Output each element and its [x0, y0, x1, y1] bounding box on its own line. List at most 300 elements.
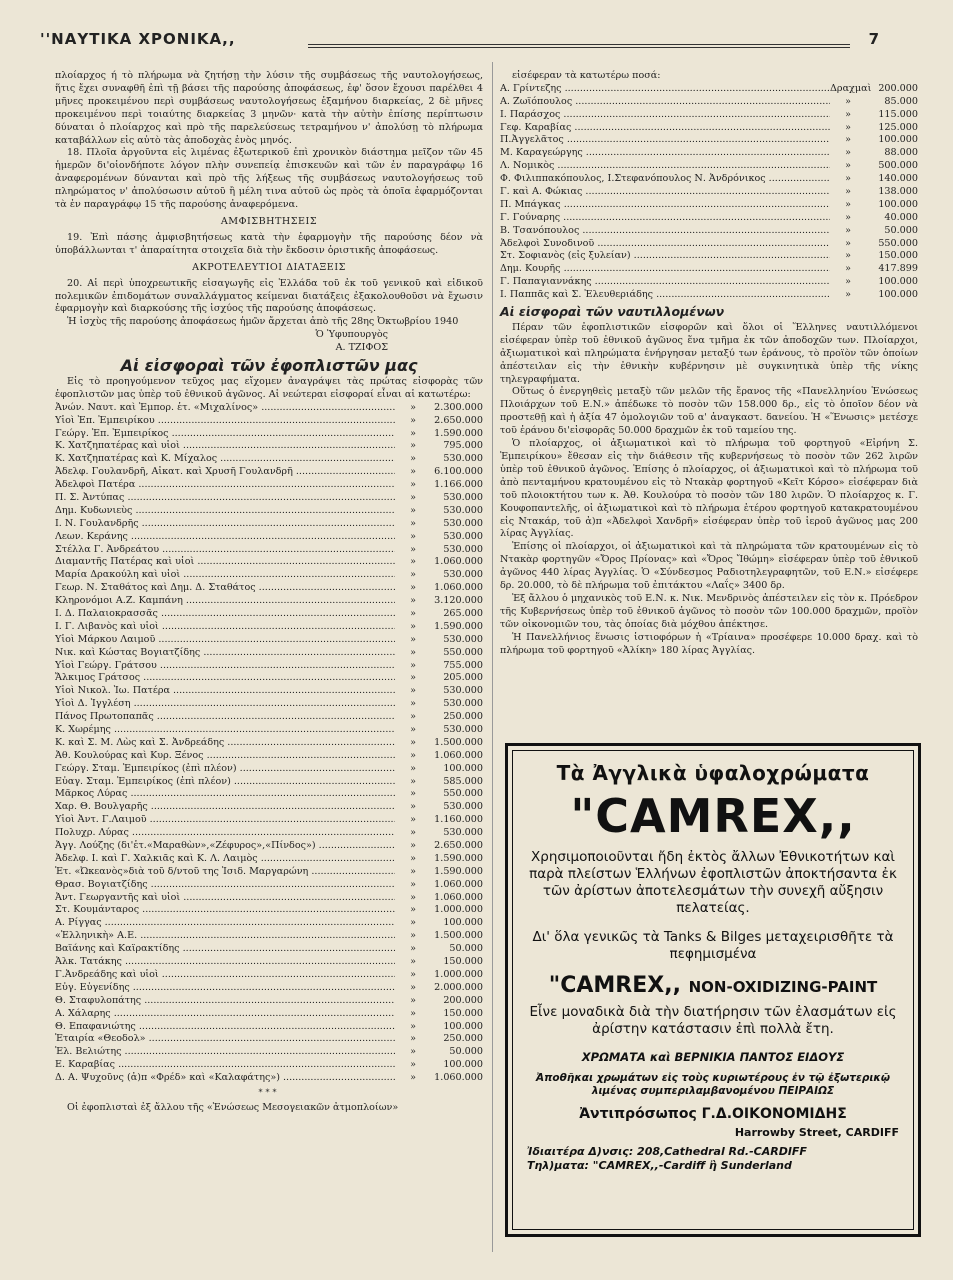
- contribution-amount: 6.100.000: [434, 466, 483, 478]
- contribution-row: [55, 904, 483, 917]
- contributor-name: Διαμαντῆς Πατέρας καὶ υἱοὶ .....: [55, 556, 395, 569]
- currency-mark: »: [410, 543, 416, 555]
- ad-inner-frame: [512, 750, 914, 1230]
- contribution-row: [55, 750, 483, 763]
- contributor-name: Πάνος Πρωτοπαπᾶς .....: [55, 711, 395, 724]
- contribution-row: [55, 892, 483, 905]
- contribution-amount: 530.000: [443, 801, 483, 813]
- ad-text-1: Χρησιμοποιοῦνται ἤδη ἐκτὸς ἄλλων Ἐθνικοτήτων καὶ παρὰ πλείστων Ἑλλήνων ἐφοπλιστῶν ἀποκτήσαντα ἐκ τῶν ἀρίστων ἀποτελεσμάτων τὴν συνεχῆ αὔξησιν πελατείας.: [529, 849, 897, 916]
- currency-mark: »: [410, 904, 416, 916]
- currency-mark: »: [845, 211, 851, 223]
- contribution-row: [55, 415, 483, 428]
- contributor-name: Ἀνών. Ναυτ. καὶ Ἐμπορ. ἑτ. «Μιχαλίνος» .....: [55, 402, 395, 415]
- contribution-amount: 2.650.000: [434, 414, 483, 426]
- masthead: [40, 30, 880, 54]
- contribution-row: [500, 122, 918, 135]
- contribution-amount: 1.060.000: [434, 878, 483, 890]
- ad-brand-2: [513, 973, 913, 998]
- currency-mark: »: [410, 1059, 416, 1071]
- contribution-amount: 2.300.000: [434, 401, 483, 413]
- contribution-row: [55, 814, 483, 827]
- contributor-name: «Ἑλληνικὴ» Α.Ε. .....: [55, 930, 395, 943]
- seamen-paragraph-3: Ὁ πλοίαρχος, οἱ ἀξιωματικοὶ καὶ τὸ πλήρωμα τοῦ φορτηγοῦ «Εἰρήνη Σ. Ἐμπειρίκου» ἔθεσαν εἰς τὴν διάθεσιν τῆς κυβερνήσεως τὸ ποσὸν τῶν 262 λιρῶν ὑπὲρ τοῦ ἐθνικοῦ ἀγῶνος. Ἐπίσης ὁ πλοίαρχος, οἱ ἀξιωματικοὶ καὶ τὸ πλήρωμα τοῦ ἀπὸ πενταμήνου κρατουμένου εἰς τὸ Ντακὰρ φορτηγοῦ «Κεῖτ Κόρσο» εἰσέφεραν διὰ τοῦ πλοιοκτήτου των κ. Ἀθ. Κουλούρα τὸ ποσὸν τῶν 180 λιρῶν. Ὁ πλοίαρχος κ. Γ. Κουφοπαντελῆς, οἱ ἀξιωματικοὶ καὶ τὸ πλήρωμα ἑτέρου φορτηγοῦ κατακρατουμένου εἰς Ντακάρ, τοῦ ἀ)π «Ἀδελφοὶ Χανδρῆ» εἰσέφεραν ὑπὲρ τοῦ ἱεροῦ ἀγῶνος μας 200 λίρας Ἀγγλίας.: [500, 438, 918, 540]
- currency-mark: »: [410, 595, 416, 607]
- contribution-row: [55, 840, 483, 853]
- contribution-row: [55, 866, 483, 879]
- contributor-name: Ι. Ν. Γουλανδρῆς .....: [55, 518, 395, 531]
- currency-mark: »: [410, 685, 416, 697]
- right-intro-line: εἰσέφεραν τὰ κατωτέρω ποσά:: [512, 70, 661, 81]
- currency-mark: »: [845, 224, 851, 236]
- contribution-amount: 530.000: [443, 685, 483, 697]
- currency-mark: »: [410, 762, 416, 774]
- contributor-name: Κληρονόμοι Α.Ζ. Καμπάνη .....: [55, 595, 395, 608]
- contributor-name: Ἀθ. Κουλούρας καὶ Κυρ. Ξένος .....: [55, 750, 395, 763]
- contribution-amount: 50.000: [449, 943, 483, 955]
- currency-mark: »: [410, 479, 416, 491]
- contribution-row: [55, 647, 483, 660]
- contribution-row: [55, 518, 483, 531]
- contribution-row: [500, 147, 918, 160]
- contribution-amount: 1.590.000: [434, 852, 483, 864]
- contribution-row: [55, 1021, 483, 1034]
- currency-mark: »: [410, 801, 416, 813]
- currency-mark: »: [845, 173, 851, 185]
- contribution-row: [500, 212, 918, 225]
- contribution-row: [500, 186, 918, 199]
- currency-mark: Δραχμαὶ: [830, 82, 872, 94]
- contributor-name: Θ. Σταφυλοπάτης .....: [55, 995, 395, 1008]
- contribution-amount: 1.590.000: [434, 427, 483, 439]
- currency-mark: »: [845, 147, 851, 159]
- contribution-amount: 100.000: [443, 762, 483, 774]
- currency-mark: »: [410, 453, 416, 465]
- contribution-amount: 1.060.000: [434, 749, 483, 761]
- contribution-row: [500, 83, 918, 96]
- contributor-name: Γεφ. Καραβίας .....: [500, 122, 830, 135]
- right-column: [500, 70, 918, 658]
- paragraph-validity: Ἡ ἰσχὺς τῆς παρούσης ἀποφάσεως ἡμῶν ἄρχεται ἀπὸ τῆς 28ης Ὀκτωβρίου 1940: [67, 316, 459, 328]
- heading-final-provisions: ΑΚΡΟΤΕΛΕΥΤΙΟΙ ΔΙΑΤΑΞΕΙΣ: [192, 261, 346, 273]
- contribution-row: [55, 1059, 483, 1072]
- contributor-name: Γ. Παπαγιαννάκης .....: [500, 276, 830, 289]
- contribution-amount: 100.000: [878, 289, 918, 301]
- contributor-name: Γεωρ. Ν. Σταθάτος καὶ Δημ. Δ. Σταθάτος .....: [55, 582, 395, 595]
- contribution-amount: 40.000: [884, 211, 918, 223]
- contributor-name: Κ. Χατζηπατέρας καὶ Κ. Μίχαλος .....: [55, 453, 395, 466]
- camrex-advertisement: [505, 743, 921, 1237]
- contributor-name: Α. Γρίντεζης .....: [500, 83, 830, 96]
- contributor-name: Ἑταιρία «Θεοδολ» .....: [55, 1033, 395, 1046]
- intro-paragraph: πλοίαρχος ή τὸ πλήρωμα νὰ ζητήσῃ τὴν λύσιν τῆς συμβάσεως τῆς ναυτολογήσεως, ἥτις ἔχει συναφθῆ ἐπὶ τῇ βάσει τῆς παρούσης ἀποφάσεως, ἐφ' ὅσον ἔχουσι παρέλθει 4 μῆνες προκειμένου περὶ συμβάσεως ναυτολογήσεως ἑξαμήνου διαρκείας, 2 δὲ μῆνες προκειμένου περὶ τοιαύτης διαρκείας 3 μηνῶν· κατὰ τὴν αὐτὴν ἐπίσης περίπτωσιν δύναται ὁ πλοίαρχος καὶ πρὸ τῆς παρελεύσεως τετραμήνου ν' ἀπολύσῃ τὸ πλήρωμα καταβάλλων εἰς αὐτὸ τὰς ἀποδοχὰς ἑνὸς μηνός.: [55, 70, 483, 146]
- contribution-amount: 417.899: [878, 263, 918, 275]
- contributor-name: Γ. Γούναρης .....: [500, 212, 830, 225]
- contribution-row: [500, 250, 918, 263]
- currency-mark: »: [410, 865, 416, 877]
- contributor-name: Βαϊάνης καὶ Καϊρακτίδης .....: [55, 943, 395, 956]
- contribution-amount: 115.000: [878, 108, 918, 120]
- contribution-row: [55, 982, 483, 995]
- contribution-row: [55, 466, 483, 479]
- currency-mark: »: [410, 569, 416, 581]
- currency-mark: »: [410, 646, 416, 658]
- contributor-name: Εὐγ. Εὐγενίδης .....: [55, 982, 395, 995]
- contribution-amount: 500.000: [878, 160, 918, 172]
- currency-mark: »: [410, 414, 416, 426]
- seamen-paragraph-4: Ἐπίσης οἱ πλοίαρχοι, οἱ ἀξιωματικοὶ καὶ τὰ πληρώματα τῶν κρατουμένων εἰς τὸ Ντακὰρ φορτηγῶν «Ὄρος Πρίονας» καὶ «Ὄρος Ἴθώμη» εἰσέφεραν ὑπὲρ τοῦ ἐθνικοῦ ἀγῶνος 440 λίρας Ἀγγλίας. Ὁ «Σύνδεσμος Ραδιοτηλεγραφητῶν, τοῦ Ε.Ν.» εἰσέφερε δρ. 20.000, τὸ δὲ πλήρωμα τοῦ ἐπιτάκτου «Λαΐς» 3400 δρ.: [500, 541, 918, 592]
- contribution-row: [55, 440, 483, 453]
- contributor-name: Θ. Επαφανιώτης .....: [55, 1021, 395, 1034]
- contribution-row: [55, 556, 483, 569]
- contribution-row: [55, 943, 483, 956]
- currency-mark: »: [410, 504, 416, 516]
- masthead-rule: [308, 44, 850, 48]
- contribution-amount: 250.000: [443, 711, 483, 723]
- contributor-name: Μ. Καραγεώργης .....: [500, 147, 830, 160]
- contribution-row: [55, 685, 483, 698]
- contributor-name: Ἀδελφ. Γουλανδρῆ, Αἰκατ. καὶ Χρυσῆ Γουλανδρῆ .....: [55, 466, 395, 479]
- contribution-row: [500, 160, 918, 173]
- contribution-amount: 530.000: [443, 504, 483, 516]
- contribution-row: [55, 634, 483, 647]
- contributor-name: Υἱοὶ Γεώργ. Γράτσου .....: [55, 660, 395, 673]
- section-stars: ***: [258, 1087, 280, 1097]
- currency-mark: »: [410, 775, 416, 787]
- contribution-amount: 530.000: [443, 543, 483, 555]
- contributor-name: Εὐαγ. Σταμ. Ἐμπειρίκος (ἐπὶ πλέον) .....: [55, 776, 395, 789]
- seamen-paragraph-5: Ἐξ ἄλλου ὁ μηχανικὸς τοῦ Ε.Ν. κ. Νικ. Μενδρινὸς ἀπέστειλεν εἰς τὸν κ. Πρόεδρον τῆς Κυβερνήσεως ὑπὲρ τοῦ ἐθνικοῦ ἀγῶνος τὸ ποσὸν τῶν 100.000 δραχμῶν, προϊὸν τῶν οἰκονομιῶν του, τὰς ὁποίας διὰ μόχθου ἀπέκτησε.: [500, 592, 918, 630]
- contributor-name: Ι. Παράσχος .....: [500, 109, 830, 122]
- contribution-amount: 1.060.000: [434, 582, 483, 594]
- ad-brand: "CAMREX,,: [570, 789, 856, 843]
- currency-mark: »: [410, 1046, 416, 1058]
- currency-mark: »: [410, 466, 416, 478]
- contributor-name: Στ. Σοφιανὸς (εἰς ξυλείαν) .....: [500, 250, 830, 263]
- ad-representative: Ἀντιπρόσωπος Γ.Δ.ΟΙΚΟΝΟΜΙΔΗΣ: [579, 1106, 847, 1122]
- paragraph-20: 20. Αἱ περὶ ὑποχρεωτικῆς εἰσαγωγῆς εἰς Ἑλλάδα τοῦ ἐκ τοῦ γενικοῦ καὶ εἰδικοῦ πολεμικῶν ἐπιδομάτων συναλλάγματος κείμεναι διατάξεις ἐξακολουθοῦσι νὰ ἔχωσιν ἐφαρμογὴν καὶ διαρκούσης τῆς ἰσχύος τῆς παρούσης ἀποφάσεως.: [55, 277, 483, 315]
- contribution-amount: 88.000: [884, 147, 918, 159]
- contribution-row: [500, 263, 918, 276]
- currency-mark: »: [845, 134, 851, 146]
- contributor-name: Κ. Χωρέμης .....: [55, 724, 395, 737]
- currency-mark: »: [410, 582, 416, 594]
- contribution-amount: 1.060.000: [434, 1072, 483, 1084]
- contribution-amount: 250.000: [443, 1033, 483, 1045]
- currency-mark: »: [410, 401, 416, 413]
- masthead-title: ''ΝΑΥΤΙΚΑ ΧΡΟΝΙΚΑ,,: [40, 30, 236, 48]
- contributor-name: Ἀγγ. Λούζης (δι'ἑτ.«Μαραθὼν»,«Ζέφυρος»,«Πίνδος») .....: [55, 840, 395, 853]
- contributor-name: Φ. Φιλιππακόπουλος, Ι.Στεφανόπουλος Ν. Ἀνδρόνικος .....: [500, 173, 830, 186]
- contributor-name: Γεώργ. Σταμ. Ἐμπειρίκος (ἐπὶ πλέον) .....: [55, 763, 395, 776]
- currency-mark: »: [845, 95, 851, 107]
- contribution-amount: 795.000: [443, 440, 483, 452]
- contributor-name: Π.Ἀγγελᾶτος .....: [500, 134, 830, 147]
- contributor-name: Υἱοὶ Ἐπ. Ἐμπειρίκου .....: [55, 415, 395, 428]
- contributor-name: Γ. καὶ Α. Φώκιας .....: [500, 186, 830, 199]
- contribution-amount: 2.650.000: [434, 840, 483, 852]
- contribution-row: [55, 930, 483, 943]
- currency-mark: »: [845, 108, 851, 120]
- contribution-amount: 530.000: [443, 491, 483, 503]
- contributor-name: Λ. Νομικὸς .....: [500, 160, 830, 173]
- contribution-row: [55, 453, 483, 466]
- contribution-amount: 530.000: [443, 633, 483, 645]
- currency-mark: »: [410, 891, 416, 903]
- contributor-name: Π. Μπάγκας .....: [500, 199, 830, 212]
- heading-disputes: ΑΜΦΙΣΒΗΤΗΣΕΙΣ: [220, 215, 318, 227]
- seamen-paragraph-2: Οὕτως ὁ ἐνεργηθεὶς μεταξὺ τῶν μελῶν τῆς ἔρανος τῆς «Πανελληνίου Ἑνώσεως Πλοιάρχων τοῦ Ε.Ν.» ἀπέδωκε τὸ ποσὸν τῶν 158.000 δρ., εἰς τὸ ὁποῖον δέον νὰ προστεθῇ καὶ ἡ ἀξία 47 ὁμολογιῶν τοῦ α' ἀναγκαστ. δανείου. Ἡ «Ἕνωσις» μετέσχε τοῦ ἐράνου δι'εἰσφορᾶς 50.000 δραχμῶν ἐκ τοῦ ταμείου της.: [500, 386, 918, 437]
- contribution-amount: 100.000: [443, 1020, 483, 1032]
- contribution-row: [55, 917, 483, 930]
- contributor-name: Ἄλκιμος Γράτσος .....: [55, 672, 395, 685]
- contribution-amount: 530.000: [443, 453, 483, 465]
- contribution-amount: 585.000: [443, 775, 483, 787]
- contribution-row: [500, 199, 918, 212]
- currency-mark: »: [410, 556, 416, 568]
- contribution-row: [55, 995, 483, 1008]
- currency-mark: »: [410, 736, 416, 748]
- contribution-row: [55, 1046, 483, 1059]
- contribution-amount: 1.000.000: [434, 968, 483, 980]
- ad-brand-2-suffix: NON-OXIDIZING-PAINT: [688, 978, 878, 996]
- currency-mark: »: [410, 724, 416, 736]
- contribution-amount: 530.000: [443, 698, 483, 710]
- contributor-name: Μᾶρκος Λύρας .....: [55, 788, 395, 801]
- contributor-name: Ι. Δ. Παλαιοκρασσᾶς .....: [55, 608, 395, 621]
- contributor-name: Ε. Καραβίας .....: [55, 1059, 395, 1072]
- contribution-amount: 150.000: [443, 1007, 483, 1019]
- currency-mark: »: [410, 659, 416, 671]
- contributor-name: Πολυχρ. Λύρας .....: [55, 827, 395, 840]
- contribution-amount: 100.000: [878, 276, 918, 288]
- contribution-row: [55, 479, 483, 492]
- contributor-name: Ἀδελφοὶ Πατέρα .....: [55, 479, 395, 492]
- currency-mark: »: [410, 633, 416, 645]
- seamen-paragraph-1: Πέραν τῶν ἐφοπλιστικῶν εἰσφορῶν καὶ ὅλοι οἱ Ἕλληνες ναυτιλλόμενοι εἰσέφεραν ὑπὲρ τοῦ ἐθνικοῦ ἀγῶνος ἕνα τμῆμα ἐκ τῶν ἀποδοχῶν των. Πλοίαρχοι, ἀξιωματικοὶ καὶ πληρώματα ἐνήργησαν μεταξύ των ἐράνους, τὸ προϊὸν τῶν ὁποίων ἀπέστειλαν εἰς τὴν ἐθνικὴν κυβέρνησιν μὲ συγκινητικὰ ὑπὲρ τῆς νίκης τηλεγραφήματα.: [500, 321, 918, 385]
- currency-mark: »: [410, 956, 416, 968]
- contribution-amount: 200.000: [443, 994, 483, 1006]
- currency-mark: »: [410, 852, 416, 864]
- contributor-name: Α. Ζωϊόπουλος .....: [500, 96, 830, 109]
- contribution-amount: 2.000.000: [434, 981, 483, 993]
- contribution-amount: 50.000: [884, 224, 918, 236]
- contribution-amount: 550.000: [443, 646, 483, 658]
- contribution-amount: 100.000: [878, 134, 918, 146]
- currency-mark: »: [410, 440, 416, 452]
- contribution-row: [55, 531, 483, 544]
- ad-text-2: Δι' ὅλα γενικῶς τὰ Tanks & Bilges μεταχειρισθῆτε τὰ πεφημισμένα: [532, 929, 894, 962]
- contribution-row: [55, 608, 483, 621]
- contribution-amount: 550.000: [443, 788, 483, 800]
- contributor-name: Ἐλ. Βελιώτης .....: [55, 1046, 395, 1059]
- currency-mark: »: [410, 840, 416, 852]
- contribution-amount: 100.000: [443, 1059, 483, 1071]
- ad-brand-2-name: "CAMREX,,: [548, 973, 681, 998]
- contributor-name: Δημ. Κουρῆς .....: [500, 263, 830, 276]
- contribution-amount: 755.000: [443, 659, 483, 671]
- currency-mark: »: [410, 711, 416, 723]
- contribution-amount: 1.060.000: [434, 556, 483, 568]
- contributor-name: Υἱοὶ Μάρκου Λαιμοῦ .....: [55, 634, 395, 647]
- contribution-amount: 1.166.000: [434, 479, 483, 491]
- ad-text-3: Εἶνε μοναδικὰ διὰ τὴν διατήρησιν τῶν ἐλασμάτων εἰς ἀρίστην κατάστασιν ἐπὶ πολλὰ ἔτη.: [529, 1004, 897, 1037]
- contribution-amount: 1.000.000: [434, 904, 483, 916]
- contributor-name: Ἀλκ. Τατάκης .....: [55, 956, 395, 969]
- currency-mark: »: [410, 608, 416, 619]
- ad-warehouses: Ἀποθῆκαι χρωμάτων εἰς τοὺς κυριωτέρους ἐν τῷ ἐξωτερικῷ λιμένας συμπεριλαμβανομένου ΠΕΙΡΑΙΩΣ: [535, 1072, 891, 1097]
- contribution-row: [55, 698, 483, 711]
- contribution-amount: 1.590.000: [434, 865, 483, 877]
- contribution-row: [500, 173, 918, 186]
- currency-mark: »: [410, 530, 416, 542]
- currency-mark: »: [410, 698, 416, 710]
- currency-mark: »: [410, 827, 416, 839]
- contributor-name: Κ. καὶ Σ. Μ. Λὼς καὶ Σ. Ἀνδρεάδης .....: [55, 737, 395, 750]
- contribution-amount: 100.000: [878, 198, 918, 210]
- contributor-name: Λεων. Κεράνης .....: [55, 531, 395, 544]
- contribution-amount: 530.000: [443, 569, 483, 581]
- contributor-name: Χαρ. Θ. Βουλγαρῆς .....: [55, 801, 395, 814]
- currency-mark: »: [410, 1007, 416, 1019]
- left-column: [55, 70, 483, 1115]
- contribution-amount: 1.160.000: [434, 814, 483, 826]
- contribution-row: [55, 788, 483, 801]
- ad-headline: Τὰ Ἀγγλικὰ ὑφαλοχρώματα: [556, 761, 870, 785]
- contribution-row: [500, 109, 918, 122]
- contribution-row: [55, 1008, 483, 1021]
- contribution-row: [55, 763, 483, 776]
- contribution-row: [55, 505, 483, 518]
- contributor-name: Α. Χάλαρης .....: [55, 1008, 395, 1021]
- column-divider: [492, 62, 493, 1252]
- contribution-amount: 3.120.000: [434, 595, 483, 607]
- contribution-row: [55, 853, 483, 866]
- signature-title: Ὁ Ὑφυπουργὸς: [315, 329, 388, 341]
- contribution-row: [55, 402, 483, 415]
- ad-address-1: Ἰδιαιτέρα Δ)νσις: 208,Cathedral Rd.-CARDIFF: [527, 1145, 807, 1158]
- currency-mark: »: [410, 917, 416, 929]
- currency-mark: »: [410, 814, 416, 826]
- contributor-name: Γ.Ἀνδρεάδης καὶ υἱοὶ .....: [55, 969, 395, 982]
- currency-mark: »: [410, 749, 416, 761]
- contribution-row: [500, 289, 918, 302]
- contribution-row: [55, 711, 483, 724]
- contribution-amount: 1.060.000: [434, 891, 483, 903]
- contribution-row: [55, 827, 483, 840]
- contributor-name: Α. Ρίγγας .....: [55, 917, 395, 930]
- contribution-row: [500, 225, 918, 238]
- currency-mark: »: [845, 263, 851, 275]
- paragraph-18: 18. Πλοῖα ἀργοῦντα εἰς λιμένας ἐξωτερικοῦ ἐπὶ χρονικὸν διάστημα μεῖζον τῶν 45 ἡμερῶν δι'οἱονδήποτε λόγον πλὴν συνεπείᾳ ἐπισκευῶν καὶ τῶν ἐν παραγράφῳ 16 ἀναφερομένων δύνανται καὶ πρὸ τῆς λήξεως τῆς συμβάσεως ναυτολογήσεως τοῦ πληρώματος ν' ἀπολύσωσιν αὐτοῦ ἢ μέλη τινα αὐτοῦ ὡς πρὸς τὰ ὁποῖα ἐφαρμόζονται τὰ ἐν παραγράφῳ 15 τῆς παρούσης ἀναφερόμενα.: [55, 147, 483, 211]
- ad-colors-line: ΧΡΩΜΑΤΑ καὶ ΒΕΡΝΙΚΙΑ ΠΑΝΤΟΣ ΕΙΔΟΥΣ: [581, 1050, 845, 1064]
- contribution-row: [55, 1033, 483, 1046]
- contribution-row: [55, 672, 483, 685]
- currency-mark: »: [845, 289, 851, 301]
- contributor-name: Νικ. καὶ Κώστας Βογιατζίδης .....: [55, 647, 395, 660]
- contributor-name: Στέλλα Γ. Ἀνδρεάτου .....: [55, 544, 395, 557]
- currency-mark: »: [410, 981, 416, 993]
- contribution-amount: 550.000: [878, 237, 918, 249]
- contribution-row: [55, 724, 483, 737]
- contribution-amount: 200.000: [878, 82, 918, 94]
- currency-mark: »: [410, 517, 416, 529]
- contribution-row: [500, 238, 918, 251]
- shipowners-intro: Εἰς τὸ προηγούμενον τεῦχος μας εἴχομεν ἀναγράψει τὰς πρώτας εἰσφορὰς τῶν ἐφοπλιστῶν μας ὑπὲρ τοῦ ἐθνικοῦ ἀγῶνος. Αἱ νεώτεραι εἰσφοραί εἶναι αἱ κατωτέρω:: [55, 375, 483, 400]
- contribution-amount: 50.000: [449, 1046, 483, 1058]
- contribution-row: [55, 492, 483, 505]
- currency-mark: »: [410, 491, 416, 503]
- contributor-name: Ἀδελφ. Ι. καὶ Γ. Χαλκιᾶς καὶ Κ. Λ. Λαιμὸς .....: [55, 853, 395, 866]
- contributor-name: Υἱοὶ Νικολ. Ἰω. Πατέρα .....: [55, 685, 395, 698]
- contribution-row: [500, 134, 918, 147]
- signature-name: Α. ΤΖΙΦΟΣ: [335, 342, 388, 354]
- contribution-row: [55, 595, 483, 608]
- contribution-amount: 1.590.000: [434, 620, 483, 632]
- currency-mark: »: [410, 427, 416, 439]
- contribution-amount: 85.000: [884, 95, 918, 107]
- contribution-amount: 140.000: [878, 173, 918, 185]
- contribution-row: [500, 96, 918, 109]
- contribution-row: [55, 737, 483, 750]
- contribution-amount: 1.500.000: [434, 930, 483, 942]
- contribution-amount: 150.000: [443, 956, 483, 968]
- currency-mark: »: [410, 620, 416, 632]
- currency-mark: »: [410, 1033, 416, 1045]
- contribution-row: [55, 956, 483, 969]
- contribution-amount: 125.000: [878, 121, 918, 133]
- contribution-row: [55, 428, 483, 441]
- contributor-name: Θρασ. Βογιατζίδης .....: [55, 879, 395, 892]
- contribution-row: [55, 1072, 483, 1085]
- contribution-amount: 265.000: [443, 608, 483, 619]
- contribution-amount: 205.000: [443, 672, 483, 684]
- contribution-amount: 530.000: [443, 724, 483, 736]
- contributor-name: Δ. Α. Ψυχοῦνς (ἀ)π «Φρέδ» καὶ «Καλαφάτης») .....: [55, 1072, 395, 1085]
- currency-mark: »: [845, 237, 851, 249]
- contributions-list-left: [55, 402, 483, 1085]
- currency-mark: »: [410, 788, 416, 800]
- currency-mark: »: [845, 121, 851, 133]
- currency-mark: »: [410, 1020, 416, 1032]
- currency-mark: »: [845, 276, 851, 288]
- currency-mark: »: [845, 186, 851, 198]
- contributions-list-right: [500, 83, 918, 302]
- contribution-amount: 530.000: [443, 517, 483, 529]
- contributor-name: Υἱοὶ Δ. Ἰγγλέση .....: [55, 698, 395, 711]
- currency-mark: »: [845, 160, 851, 172]
- contribution-row: [55, 544, 483, 557]
- contribution-row: [55, 879, 483, 892]
- contributor-name: Ι. Γ. Λιβανὸς καὶ υἱοὶ .....: [55, 621, 395, 634]
- heading-shipowners-contributions: Αἱ εἰσφοραὶ τῶν ἐφοπλιστῶν μας: [120, 356, 418, 376]
- contribution-row: [500, 276, 918, 289]
- paragraph-19: 19. Ἐπὶ πάσης ἀμφισβητήσεως κατὰ τὴν ἐφαρμογὴν τῆς παρούσης δέον νὰ ὑποβάλλωνται τ' ἀπαραίτητα στοιχεῖα διὰ τὴν ἔκδοσιν ὁριστικῆς ἀποφάσεως.: [55, 231, 483, 256]
- contribution-row: [55, 621, 483, 634]
- contribution-amount: 530.000: [443, 827, 483, 839]
- currency-mark: »: [410, 878, 416, 890]
- contribution-row: [55, 776, 483, 789]
- contributor-name: Κ. Χατζηπατέρας καὶ υἱοὶ .....: [55, 440, 395, 453]
- contribution-row: [55, 569, 483, 582]
- contributor-name: Δημ. Κυδωνιεὺς .....: [55, 505, 395, 518]
- contributor-name: Ἀδελφοὶ Συνοδινοῦ .....: [500, 238, 830, 251]
- contribution-amount: 530.000: [443, 530, 483, 542]
- contribution-amount: 1.500.000: [434, 736, 483, 748]
- closing-line: Οἱ ἐφοπλισταὶ ἐξ ἄλλου τῆς «Ἑνώσεως Μεσογειακῶν ἀτμοπλοίων»: [67, 1101, 399, 1113]
- contribution-amount: 138.000: [878, 186, 918, 198]
- currency-mark: »: [410, 672, 416, 684]
- currency-mark: »: [410, 968, 416, 980]
